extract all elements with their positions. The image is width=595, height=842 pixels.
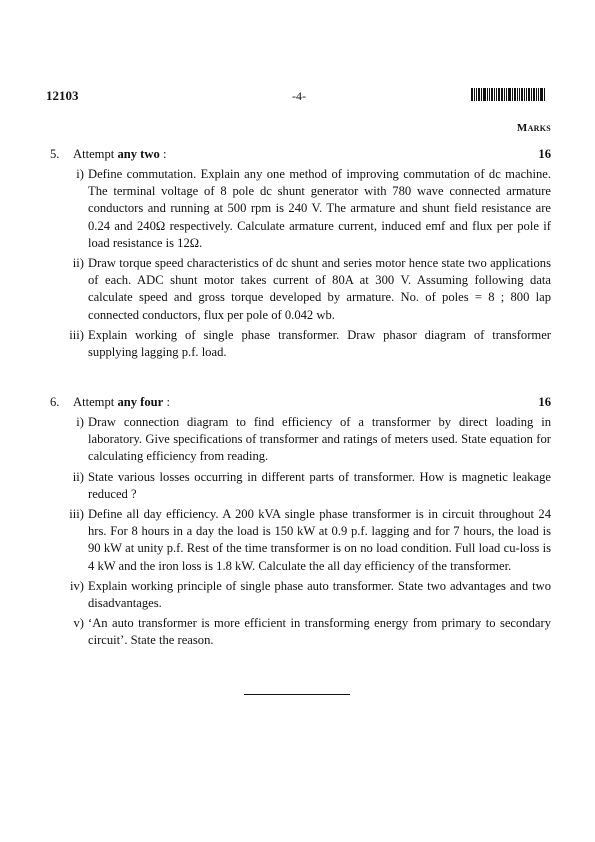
question-instruction: Attempt any four : — [73, 395, 170, 409]
sub-question-text: Define commutation. Explain any one method of improving commutation of dc machine. The terminal voltage of 8 pole dc shunt generator with 780 wave connected armature conductors and running at 500 rpm is 240 V. The armature and shunt field resistance are 0.24 and 240Ω respectively. Calculate armature current, induced emf and flux per pole if load resistance is 12Ω. — [88, 167, 551, 250]
question-header — [50, 394, 551, 411]
sub-question-label: v) — [73, 616, 84, 631]
sub-question — [70, 578, 551, 612]
question-marks: 16 — [538, 395, 551, 409]
question-6 — [50, 394, 551, 650]
question-number: 5. — [50, 147, 60, 161]
sub-question-text: Define all day efficiency. A 200 kVA single phase transformer is in circuit throughout 24 hrs. For 8 hours in a day the load is 150 kW at 0.9 p.f. lagging and for 7 hours, the load is 90 kW at unity p.f. Rest of the time transformer is on no load condition. Full load cu-loss is 4 kW and the iron loss is 1.8 kW. Calculate the all day efficiency of the transformer. — [88, 507, 551, 573]
sub-question — [76, 166, 551, 252]
sub-question-text: Explain working of single phase transformer. Draw phasor diagram of transformer supplying lagging p.f. load. — [88, 327, 551, 360]
sub-question — [72, 469, 551, 503]
end-divider — [244, 694, 350, 695]
sub-question — [69, 506, 551, 575]
sub-question-label: iii) — [69, 507, 84, 522]
page-header — [46, 88, 553, 104]
question-instruction: Attempt any two : — [73, 147, 167, 161]
question-5 — [50, 146, 551, 361]
sub-question-label: i) — [76, 415, 84, 429]
sub-question-label: iii) — [69, 327, 84, 342]
sub-question-text: ‘An auto transformer is more efficient in transforming energy from primary to secondary circuit’. State the reason. — [88, 616, 551, 648]
question-marks: 16 — [538, 147, 551, 161]
sub-question-text: Explain working principle of single phase auto transformer. State two advantages and two disadvantages. — [88, 578, 551, 611]
sub-question-text: Draw connection diagram to find efficiency of a transformer by direct loading in laboratory. Give specifications of transformer and ratings of meters used. State equation for calculating efficiency from reading. — [88, 415, 551, 464]
question-header — [50, 146, 551, 163]
sub-question-label: iv) — [70, 578, 84, 593]
question-number: 6. — [50, 395, 60, 409]
sub-question — [73, 615, 551, 649]
sub-question-text: State various losses occurring in different parts of transformer. How is magnetic leakage reduced ? — [88, 469, 551, 501]
barcode-icon — [471, 88, 553, 101]
sub-question-label: ii) — [72, 256, 84, 271]
marks-heading: Marks — [516, 122, 551, 134]
sub-question-label: ii) — [72, 469, 84, 484]
sub-question-text: Draw torque speed characteristics of dc shunt and series motor hence state two applications of each. ADC shunt motor takes current of 80A at 300 V. Assuming following data calculate speed and gross torque developed by armature. No. of poles = 8 ; 800 lap connected conductors, flux per pole of 0.042 wb. — [88, 256, 551, 322]
paper-code: 12103 — [46, 88, 79, 103]
sub-question — [76, 414, 551, 466]
sub-question — [72, 255, 551, 324]
page-number: -4- — [292, 89, 306, 103]
sub-question-label: i) — [76, 167, 84, 181]
sub-question — [69, 327, 551, 361]
